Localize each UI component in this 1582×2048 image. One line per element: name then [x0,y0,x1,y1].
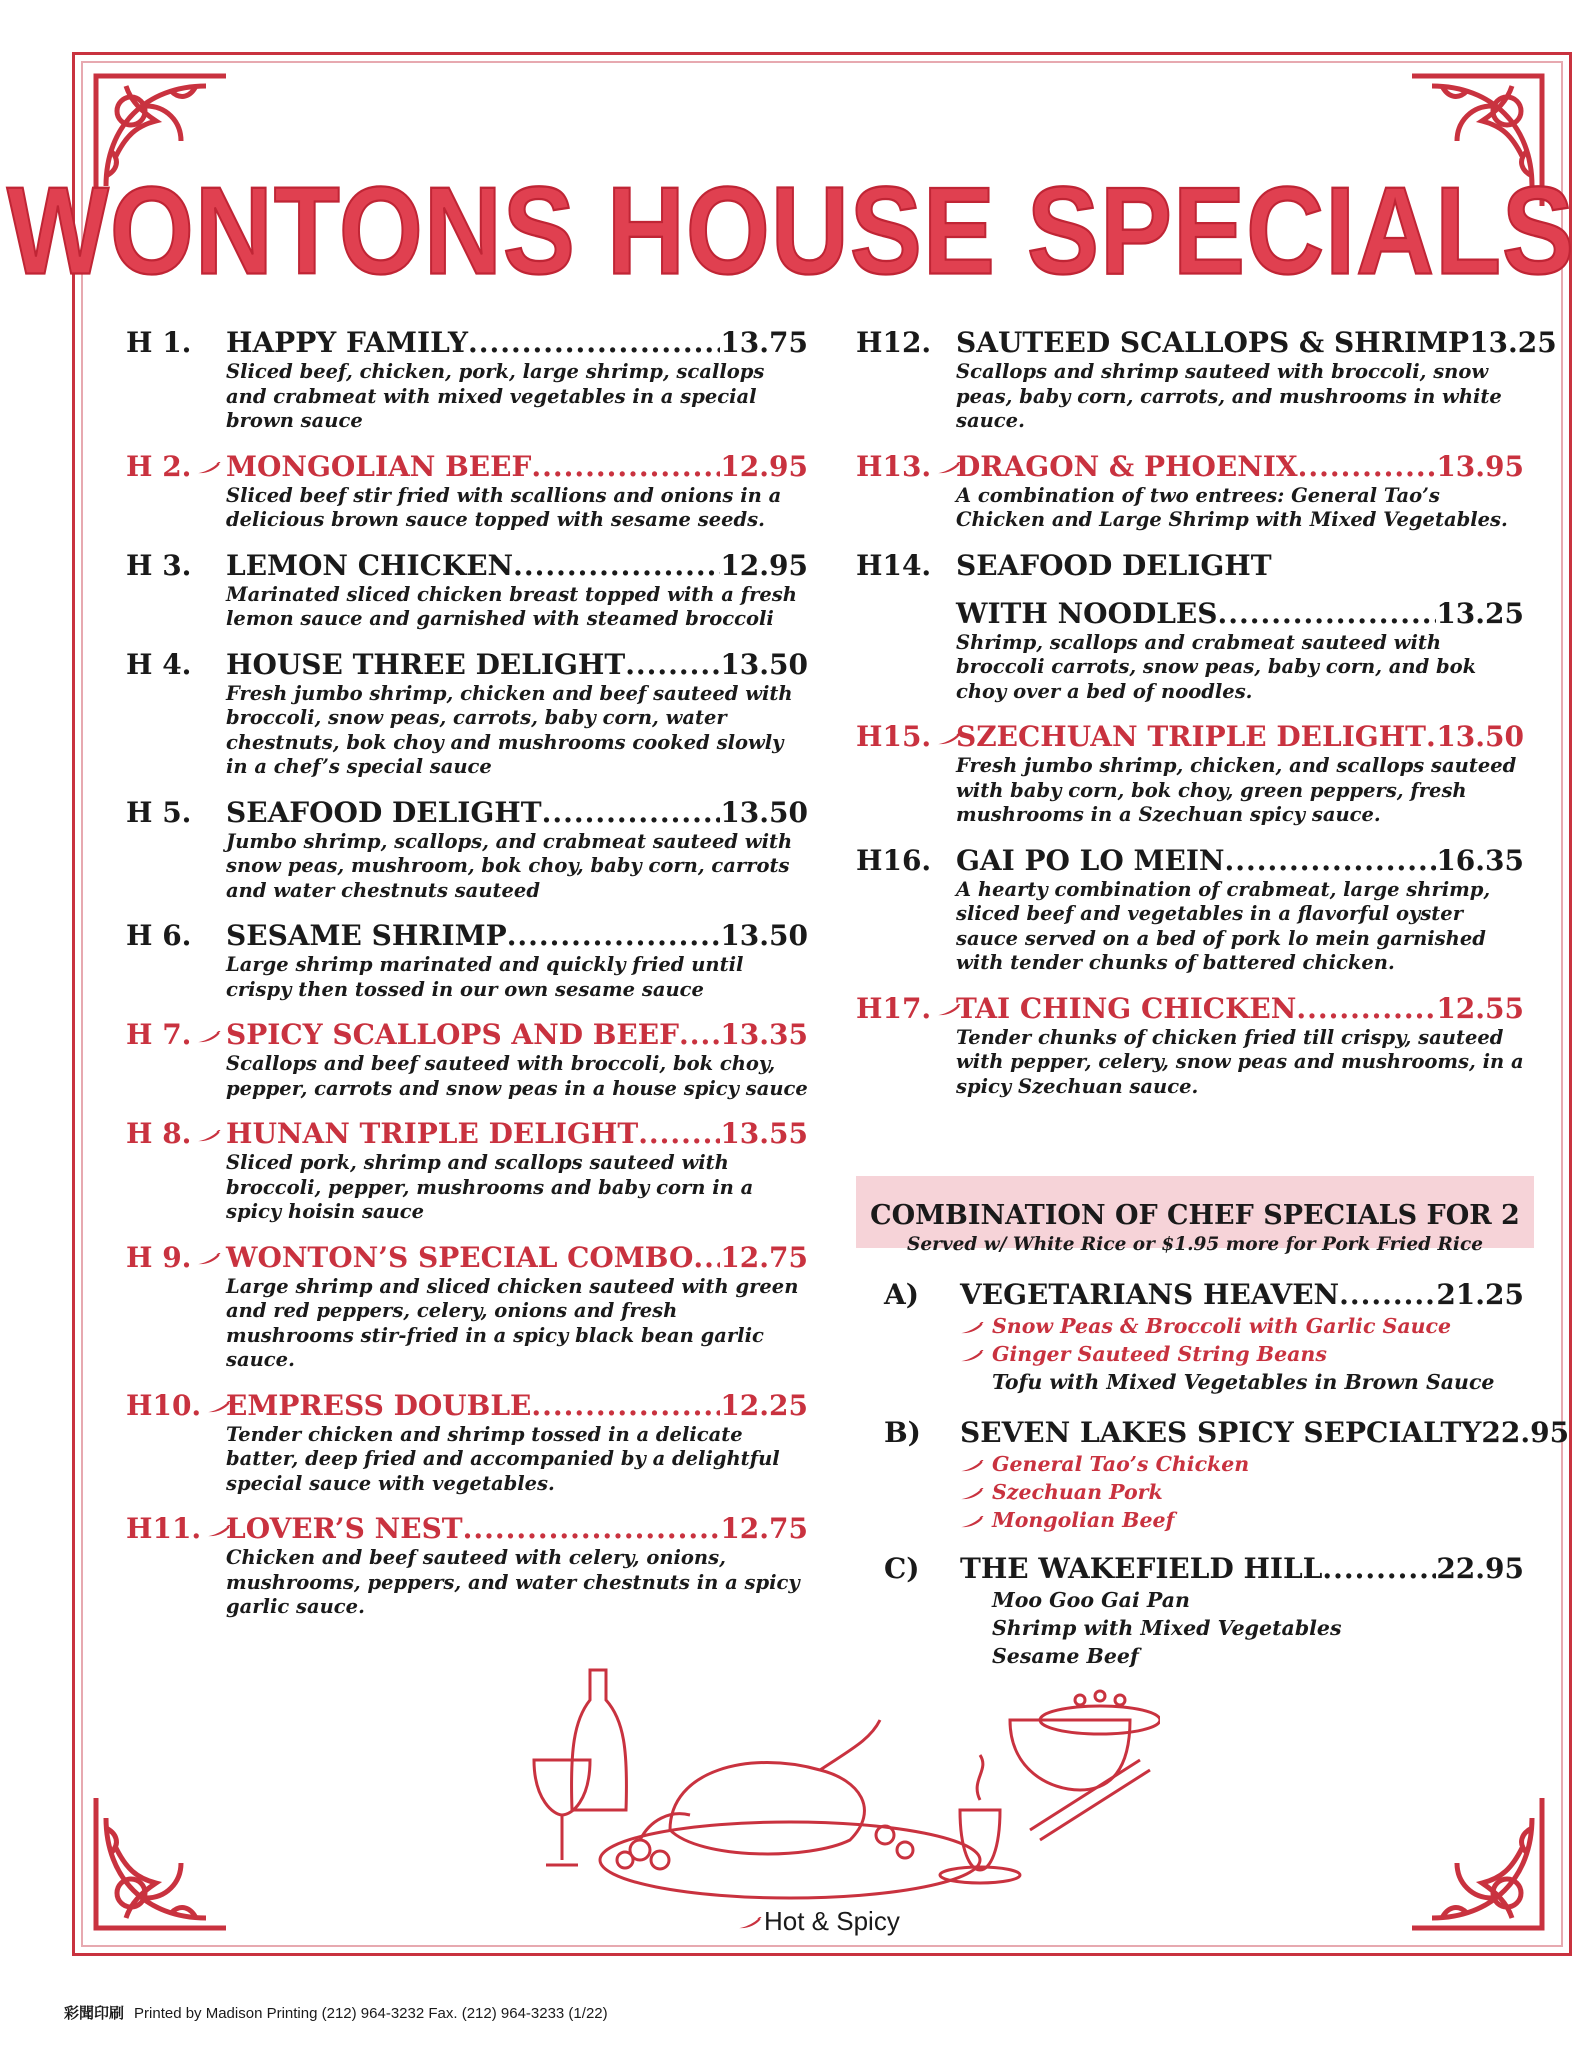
item-price: 13.35 [720,1018,808,1051]
leader-dots [513,549,720,583]
combo-dish-text: Shrimp with Mixed Vegetables [992,1616,1342,1640]
menu-item [126,1018,808,1101]
combo-code: C) [884,1552,920,1585]
combo-dish [960,1478,1524,1506]
menu-item [126,326,808,434]
pepper-icon [197,462,221,474]
item-name: SPICY SCALLOPS AND BEEF [226,1018,679,1051]
combo-dish-text: General Tao’s Chicken [992,1452,1250,1476]
item-description: Scallops and beef sauteed with broccoli, bok choy, pepper, carrots and snow peas in a house spicy sauce [226,1052,808,1100]
item-name: WONTON’S SPECIAL COMBO [226,1240,694,1274]
item-code-text: H16. [856,843,932,877]
leader-dots [531,450,720,484]
item-description: Jumbo shrimp, scallops, and crabmeat sauteed with snow peas, mushroom, bok choy, baby corn, carrots and water chestnuts sauteed [226,829,793,902]
combo-price: 22.95 [1436,1552,1524,1585]
item-description: Sliced pork, shrimp and scallops sauteed with broccoli, pepper, mushrooms and baby corn in a spicy hoisin sauce [226,1151,754,1223]
menu-item [126,796,808,904]
combo-dish-text: Mongolian Beef [992,1508,1175,1532]
combo-dish [960,1450,1524,1478]
menu-item-header [126,1117,808,1151]
combo-price: 21.25 [1436,1278,1524,1311]
item-name-cont: WITH NOODLES [956,596,1218,630]
combo-title: COMBINATION OF CHEF SPECIALS FOR 2 [870,1200,1520,1231]
item-price: 13.25 [1436,596,1524,630]
item-description: Fresh jumbo shrimp, chicken, and scallops sauteed with baby corn, bok choy, green peppers, fresh mushrooms in a Szechuan spicy sauce. [956,754,1517,826]
item-code-text: H 3. [126,548,192,582]
item-code [126,326,226,360]
hot-spicy-legend [732,1906,900,1937]
item-description: Marinated sliced chicken breast topped with a fresh lemon sauce and garnished with steamed broccoli [226,582,797,630]
item-name: EMPRESS DOUBLE [226,1388,532,1422]
item-code-text: H 1. [126,326,192,359]
menu-item [126,1117,808,1225]
leader-dots [531,1389,720,1423]
leader-dots [468,326,720,360]
item-price: 13.50 [1436,720,1524,753]
item-code-text: H14. [856,548,932,582]
item-code [126,450,226,484]
leader-dots [1298,450,1437,484]
item-name: SEAFOOD DELIGHT [956,548,1272,582]
item-code [856,992,956,1026]
menu-item-header [856,549,1524,583]
combo-dish [960,1368,1524,1396]
leader-dots [1426,720,1436,754]
item-code [126,1241,226,1275]
item-name: DRAGON & PHOENIX [956,449,1298,483]
item-code [126,1389,226,1423]
menu-item [856,326,1557,434]
item-code-text: H 9. [126,1240,192,1274]
combo-name: THE WAKEFIELD HILL [960,1552,1323,1585]
item-code [126,1018,226,1052]
item-description: Tender chunks of chicken fried till crispy, sauteed with pepper, celery, snow peas and mushrooms, in a spicy Szechuan sauce. [956,1025,1524,1098]
item-price: 13.95 [1436,449,1524,483]
leader-dots [1218,597,1437,631]
menu-item [856,992,1524,1100]
menu-item-header [856,720,1524,754]
item-code-text: H 8. [126,1117,192,1150]
item-price: 13.50 [720,647,808,681]
item-code [856,720,956,754]
pepper-icon [197,1253,221,1265]
item-code [126,1512,226,1546]
combo-name: VEGETARIANS HEAVEN [960,1278,1340,1311]
item-code [126,919,226,953]
combo-dish [960,1614,1524,1642]
leader-dots [679,1018,720,1052]
pepper-icon [960,1460,984,1472]
leader-dots [1296,992,1436,1026]
item-description: Fresh jumbo shrimp, chicken and beef sauteed with broccoli, snow peas, carrots, baby corn, water chestnuts, bok choy and mushrooms cooked slowly in a chef’s special sauce [226,681,793,778]
leader-dots [1322,1552,1436,1586]
item-code-text: H 4. [126,647,192,681]
menu-item-header [856,450,1524,484]
combo-dish [960,1506,1524,1534]
combo-dish-list [960,1586,1524,1670]
item-description: Tender chicken and shrimp tossed in a delicate batter, deep fried and accompanied by a delightful special sauce with vegetables. [226,1422,780,1495]
menu-item [856,844,1524,976]
page-title: WONTONS HOUSE SPECIALS [6,160,1576,301]
item-code [126,648,226,682]
item-price: 13.25 [1469,326,1557,359]
leader-dots [1339,1278,1436,1312]
item-price: 12.95 [720,548,808,582]
item-description: A combination of two entrees: General Tao’s Chicken and Large Shrimp with Mixed Vegetables. [956,483,1508,531]
item-name: HUNAN TRIPLE DELIGHT [226,1117,639,1150]
combo-option-a [884,1278,1524,1396]
combo-dish-text: Szechuan Pork [992,1480,1163,1504]
item-price: 13.50 [720,919,808,952]
combo-dish [960,1586,1524,1614]
pepper-icon [197,1130,221,1142]
combo-dish-list [960,1450,1524,1534]
leader-dots [463,1512,721,1546]
item-code [856,326,956,360]
leader-dots [638,1117,720,1151]
menu-item-header [126,549,808,583]
combo-dish-text: Sesame Beef [992,1644,1139,1668]
item-code-text: H15. [856,720,932,753]
item-name: SZECHUAN TRIPLE DELIGHT [956,720,1427,753]
item-description: Shrimp, scallops and crabmeat sauteed with broccoli carrots, snow peas, baby corn, and bok choy over a bed of noodles. [956,630,1477,703]
item-price: 13.75 [720,326,808,359]
menu-item-header [126,796,808,830]
pepper-icon [738,1917,762,1929]
menu-item [126,1241,808,1373]
item-code [856,450,956,484]
combo-dish-list [960,1312,1524,1396]
menu-item [126,919,808,1002]
combo-code: B) [884,1416,921,1449]
item-description: Large shrimp marinated and quickly fried until crispy then tossed in our own sesame sauce [226,953,744,1001]
pepper-icon [960,1516,984,1528]
combo-option-b [884,1416,1570,1534]
combo-note: Served w/ White Rice or $1.95 more for Pork Fried Rice [907,1234,1483,1255]
menu-item-header [126,1241,808,1275]
combo-dish [960,1312,1524,1340]
menu-item-header [126,648,808,682]
pepper-icon [197,1031,221,1043]
combo-code: A) [884,1278,919,1311]
combo-dish-text: Moo Goo Gai Pan [992,1588,1190,1612]
menu-item-header [126,1512,808,1546]
combo-dish-text: Ginger Sauteed String Beans [992,1342,1327,1366]
item-name: LEMON CHICKEN [226,548,514,582]
menu-item-header-cont [856,597,1524,631]
item-price: 12.75 [720,1240,808,1274]
menu-item [126,549,808,632]
menu-item-header [126,919,808,953]
leader-dots [507,919,721,953]
combo-price: 22.95 [1481,1416,1570,1449]
menu-item [126,1389,808,1497]
pepper-icon [960,1488,984,1500]
menu-item-header [126,450,808,484]
item-name: HOUSE THREE DELIGHT [226,647,626,681]
printer-info: Printed by Madison Printing (212) 964-3232 Fax. (212) 964-3233 (1/22) [134,2005,608,2022]
item-code-text: H 2. [126,449,192,483]
item-code [126,796,226,830]
combo-option-header [884,1552,1524,1586]
menu-item-header [126,1389,808,1423]
menu-item [126,1512,808,1620]
combo-dish-text: Tofu with Mixed Vegetables in Brown Sauce [992,1370,1495,1394]
item-price: 16.35 [1436,843,1524,877]
leader-dots [693,1241,720,1275]
corner-ornament-icon [86,1788,236,1938]
menu-item-header [126,1018,808,1052]
item-description: Sliced beef stir fried with scallions and onions in a delicious brown sauce topped with sesame seeds. [226,483,782,531]
item-code-text: H10. [126,1388,202,1422]
combo-option-c [884,1552,1524,1670]
menu-item-header [856,326,1557,360]
item-name: MONGOLIAN BEEF [226,449,532,483]
leader-dots [542,796,721,830]
menu-item [856,549,1524,705]
item-code-text: H13. [856,449,932,483]
item-description: A hearty combination of crabmeat, large shrimp, sliced beef and vegetables in a flavorful oyster sauce served on a bed of pork lo mein garnished with tender chunks of battered chicken. [956,877,1491,974]
item-code [856,549,956,583]
item-description: Sliced beef, chicken, pork, large shrimp, scallops and crabmeat with mixed vegetables in a special brown sauce [226,360,765,432]
item-name: HAPPY FAMILY [226,326,468,359]
menu-item-header [856,992,1524,1026]
menu-item [856,720,1524,828]
item-price: 12.25 [720,1388,808,1422]
item-code [856,844,956,878]
legend-label: Hot & Spicy [764,1906,900,1936]
item-code-text: H 5. [126,795,192,829]
item-code-text: H11. [126,1512,202,1545]
item-name: GAI PO LO MEIN [956,843,1225,877]
printer-mark: 彩聞印刷 [64,2004,125,2022]
item-description: Chicken and beef sauteed with celery, onions, mushrooms, peppers, and water chestnuts in a spicy garlic sauce. [226,1546,800,1618]
leader-dots [625,648,720,682]
pepper-icon [960,1322,984,1334]
item-price: 13.55 [720,1117,808,1150]
item-price: 12.95 [720,449,808,483]
combo-dish [960,1340,1524,1368]
item-price: 13.50 [720,795,808,829]
menu-item [126,450,808,533]
item-code-text: H12. [856,326,932,359]
item-name: LOVER’S NEST [226,1512,463,1545]
right-menu-column [856,326,1557,1115]
combo-option-header [884,1278,1524,1312]
menu-item [856,450,1524,533]
item-price: 12.55 [1436,991,1524,1025]
item-description: Scallops and shrimp sauteed with broccoli, snow peas, baby corn, carrots, and mushrooms in white sauce. [956,360,1502,432]
combo-dish-text: Snow Peas & Broccoli with Garlic Sauce [992,1314,1452,1338]
item-name: TAI CHING CHICKEN [956,991,1297,1025]
printer-footer [64,2002,608,2023]
menu-item-header [856,844,1524,878]
menu-item [126,648,808,780]
combo-option-header [884,1416,1570,1450]
corner-ornament-icon [1402,1788,1552,1938]
item-code-text: H 7. [126,1018,192,1051]
item-code [126,549,226,583]
item-code [126,1117,226,1151]
item-code-text: H 6. [126,919,192,952]
leader-dots [1225,844,1437,878]
banquet-illustration-icon [520,1660,1160,1920]
item-name: SEAFOOD DELIGHT [226,795,542,829]
pepper-icon [960,1350,984,1362]
item-code-text: H17. [856,991,932,1025]
item-name: SAUTEED SCALLOPS & SHRIMP [956,326,1470,359]
item-price: 12.75 [720,1512,808,1545]
left-menu-column [126,326,808,1636]
menu-item-header [126,326,808,360]
item-name: SESAME SHRIMP [226,919,507,952]
combo-name: SEVEN LAKES SPICY SEPCIALTY [960,1416,1482,1449]
item-description: Large shrimp and sliced chicken sauteed with green and red peppers, celery, onions and fresh mushrooms stir-fried in a spicy black bean garlic sauce. [226,1274,799,1371]
